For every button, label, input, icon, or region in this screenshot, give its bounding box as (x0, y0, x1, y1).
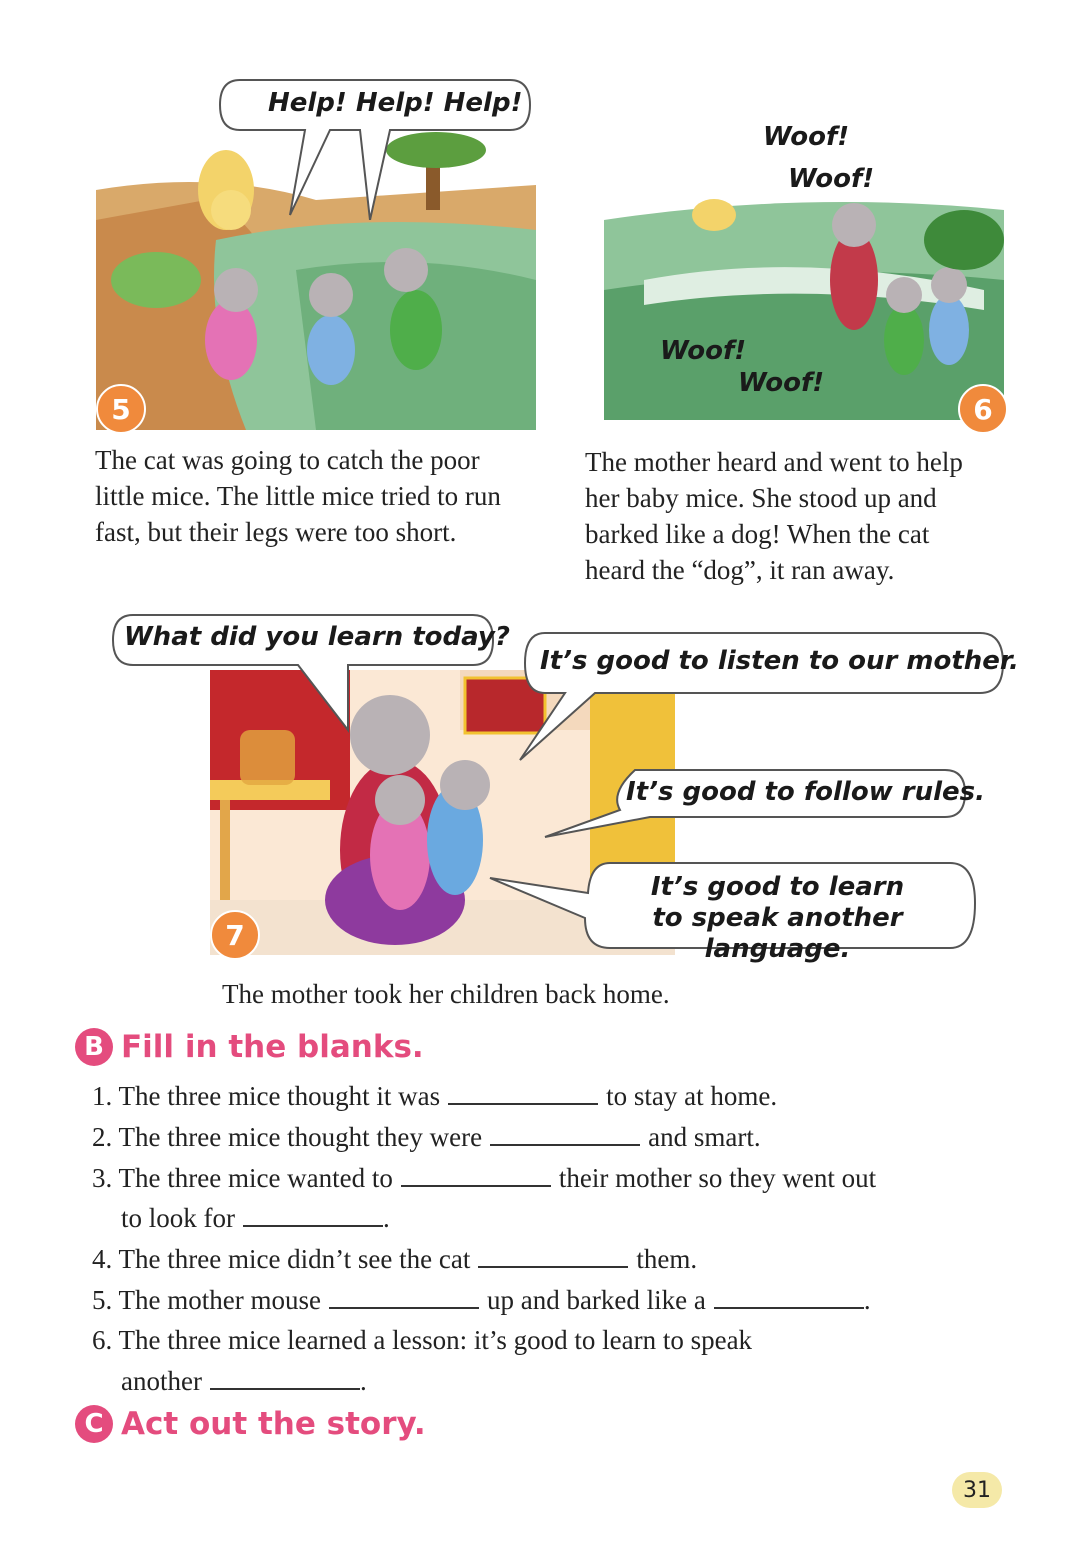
panel-7-bubble-2-text: It’s good to listen to our mother. (540, 646, 1019, 676)
panel-6-caption (585, 444, 1025, 588)
item-text: another (121, 1366, 202, 1396)
item-text: and smart. (648, 1122, 761, 1152)
item-text: . (863, 1285, 871, 1315)
fill-item-6 (92, 1322, 752, 1358)
panel-5-bubble-text: Help! Help! Help! (268, 88, 523, 118)
blank-field[interactable] (401, 1159, 551, 1187)
fill-item-3 (92, 1159, 876, 1196)
fill-item-1 (92, 1077, 777, 1114)
caption-line: barked like a dog! When the cat (585, 519, 930, 549)
item-number: 6. (92, 1325, 113, 1355)
item-text: their mother so they went out (558, 1163, 877, 1193)
bubble-line: It’s good to learn (650, 872, 905, 902)
panel-6-woof-4: Woof! (738, 368, 825, 398)
blank-field[interactable] (714, 1281, 864, 1309)
panel-7-bubble-3-text: It’s good to follow rules. (626, 777, 986, 807)
item-text: . (359, 1366, 367, 1396)
section-c-letter: C (75, 1405, 113, 1443)
fill-item-5 (92, 1281, 871, 1318)
panel-6-woof-2: Woof! (788, 164, 875, 194)
fill-item-2 (92, 1118, 761, 1155)
item-text: The three mice thought it was (118, 1081, 441, 1111)
panel-7-caption: The mother took her children back home. (222, 979, 670, 1009)
item-text: to look for (121, 1203, 235, 1233)
caption-line: little mice. The little mice tried to run (95, 481, 501, 511)
blank-field[interactable] (448, 1077, 598, 1105)
blank-field[interactable] (329, 1281, 479, 1309)
caption-line: The cat was going to catch the poor (95, 445, 480, 475)
panel-6-woof-3: Woof! (660, 336, 747, 366)
section-c-heading (75, 1405, 426, 1443)
item-text: The three mice learned a lesson: it’s good to learn to speak (118, 1325, 753, 1355)
item-text: The three mice thought they were (118, 1122, 483, 1152)
panel-6-number: 6 (958, 384, 1008, 434)
bubble-line: to speak another language. (652, 903, 903, 964)
item-number: 3. (92, 1163, 113, 1193)
item-text: The mother mouse (118, 1285, 321, 1315)
blank-field[interactable] (490, 1118, 640, 1146)
item-number: 2. (92, 1122, 113, 1152)
fill-item-4 (92, 1240, 697, 1277)
item-number: 5. (92, 1285, 113, 1315)
panel-7-bubble-4-text (590, 872, 965, 965)
item-text: them. (636, 1244, 698, 1274)
panel-7-number: 7 (210, 910, 260, 960)
blank-field[interactable] (478, 1240, 628, 1268)
caption-line: her baby mice. She stood up and (585, 483, 937, 513)
page-number: 31 (952, 1472, 1002, 1508)
section-b-title: Fill in the blanks. (121, 1029, 424, 1065)
item-text: The three mice wanted to (118, 1163, 393, 1193)
panel-5-caption (95, 442, 565, 550)
panel-5-number: 5 (96, 384, 146, 434)
item-text: to stay at home. (606, 1081, 778, 1111)
item-text: up and barked like a (486, 1285, 706, 1315)
blank-field[interactable] (243, 1199, 383, 1227)
item-text: The three mice didn’t see the cat (118, 1244, 471, 1274)
caption-line: heard the “dog”, it ran away. (585, 555, 895, 585)
item-number: 1. (92, 1081, 113, 1111)
item-number: 4. (92, 1244, 113, 1274)
panel-7-bubble-1-text: What did you learn today? (124, 622, 510, 652)
section-b-heading (75, 1028, 424, 1066)
caption-line: The mother heard and went to help (585, 447, 963, 477)
item-text: . (383, 1203, 390, 1233)
fill-item-6-cont (121, 1362, 367, 1399)
caption-line: fast, but their legs were too short. (95, 517, 457, 547)
section-c-title: Act out the story. (121, 1406, 426, 1442)
panel-6-woof-1: Woof! (763, 122, 850, 152)
fill-item-3-cont (121, 1199, 390, 1236)
section-b-letter: B (75, 1028, 113, 1066)
blank-field[interactable] (210, 1362, 360, 1390)
